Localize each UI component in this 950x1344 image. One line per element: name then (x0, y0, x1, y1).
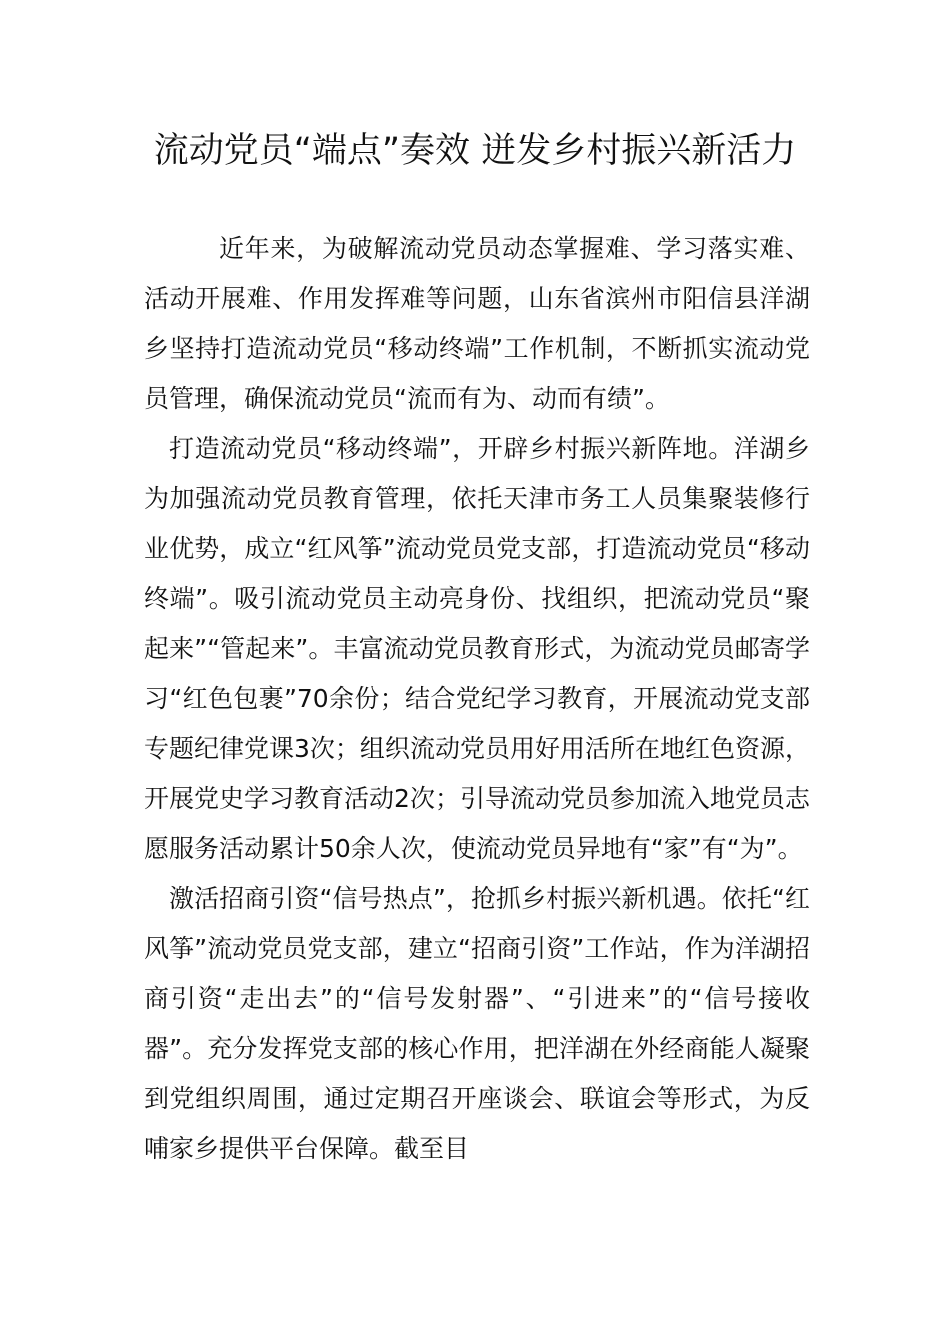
paragraph-mobile-terminal: 打造流动党员“移动终端”，开辟乡村振兴新阵地。洋湖乡为加强流动党员教育管理，依托天津市务工人员集聚装修行业优势，成立“红风筝”流动党员党支部，打造流动党员“移动终端”。吸引流动党员主动亮身份、找组织，把流动党员“聚起来”“管起来”。丰富流动党员教育形式，为流动党员邮寄学习“红色包裹”70余份；结合党纪学习教育，开展流动党支部专题纪律党课3次；组织流动党员用好用活所在地红色资源，开展党史学习教育活动2次；引导流动党员参加流入地党员志愿服务活动累计50余人次，使流动党员异地有“家”有“为”。 (144, 434, 810, 863)
paragraph-intro: 近年来，为破解流动党员动态掌握难、学习落实难、活动开展难、作用发挥难等问题，山东省滨州市阳信县洋湖乡坚持打造流动党员“移动终端”工作机制，不断抓实流动党员管理，确保流动党员“流而有为、动而有绩”。 (144, 234, 810, 413)
document-title: 流动党员“端点”奏效 迸发乡村振兴新活力 (153, 131, 797, 171)
document-body (144, 224, 810, 1174)
paragraph-investment-hotspot: 激活招商引资“信号热点”，抢抓乡村振兴新机遇。依托“红风筝”流动党员党支部，建立“招商引资”工作站，作为洋湖招商引资“走出去”的“信号发射器”、“引进来”的“信号接收器”。充分发挥党支部的核心作用，把洋湖在外经商能人凝聚到党组织周围，通过定期召开座谈会、联谊会等形式，为反哺家乡提供平台保障。截至目 (144, 884, 810, 1163)
